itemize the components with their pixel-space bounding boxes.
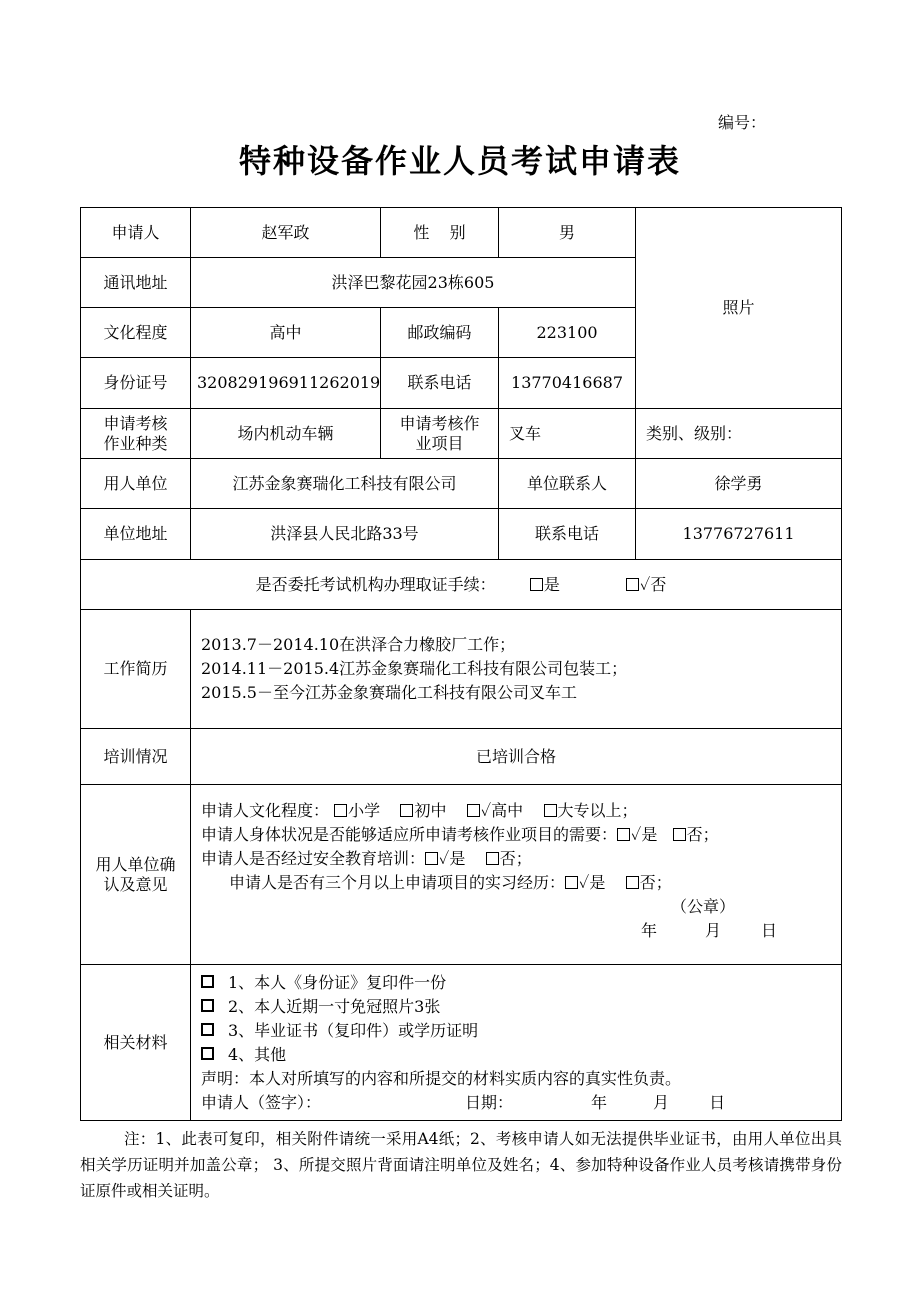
exam-category-label-line2: 作业种类 <box>103 433 168 453</box>
health-no-checkbox[interactable] <box>673 828 686 841</box>
sign-day-label: 日 <box>709 1092 726 1112</box>
safety-yes-checkbox[interactable] <box>425 852 438 865</box>
applicant-value: 赵军政 <box>191 208 381 258</box>
material-checkbox[interactable] <box>201 1047 214 1060</box>
unit-phone-label: 联系电话 <box>499 509 636 560</box>
work-history-line: 2015.5－至今江苏金象赛瑞化工科技有限公司叉车工 <box>201 683 577 702</box>
exam-item-label <box>381 409 499 459</box>
education-value: 高中 <box>191 308 381 358</box>
signature-label: 申请人（签字）： <box>201 1092 322 1112</box>
work-history-content <box>191 610 842 729</box>
entrust-yes-label: 是 <box>543 574 560 594</box>
health-check-prefix: 申请人身体状况是否能够适应所申请考核作业项目的需要： <box>201 825 618 844</box>
sign-month-label: 月 <box>653 1092 670 1112</box>
education-check-line <box>201 799 835 823</box>
exam-category-label-line1: 申请考核 <box>103 413 168 433</box>
material-item <box>201 1019 835 1043</box>
internship-yes-label: ✓是 <box>579 873 606 892</box>
unit-contact-label: 单位联系人 <box>499 459 636 509</box>
postcode-label: 邮政编码 <box>381 308 499 358</box>
entrust-yes-checkbox[interactable] <box>530 578 543 591</box>
edu-junior-label: 初中 <box>414 801 447 820</box>
form-number-label: 编号： <box>718 113 767 132</box>
material-item <box>201 971 835 995</box>
confirm-month-label: 月 <box>705 921 722 940</box>
edu-junior-checkbox[interactable] <box>400 804 413 817</box>
entrust-no-checkbox[interactable] <box>626 578 639 591</box>
health-yes-label: ✓是 <box>631 825 658 844</box>
education-label: 文化程度 <box>81 308 191 358</box>
applicant-label: 申请人 <box>81 208 191 258</box>
material-item-label: 4、其他 <box>228 1044 287 1064</box>
edu-primary-label: 小学 <box>348 801 381 820</box>
class-level-label: 类别、级别： <box>636 409 842 459</box>
gender-label: 性 别 <box>381 208 499 258</box>
unit-address-label: 单位地址 <box>81 509 191 560</box>
confirmation-label <box>81 785 191 965</box>
confirmation-label-line2: 认及意见 <box>103 874 168 894</box>
internship-check-line <box>201 871 835 895</box>
confirmation-label-line1: 用人单位确 <box>95 854 176 874</box>
work-history-line: 2014.11－2015.4江苏金象赛瑞化工科技有限公司包装工； <box>201 659 628 678</box>
internship-no-checkbox[interactable] <box>626 876 639 889</box>
gender-value: 男 <box>499 208 636 258</box>
id-number-label: 身份证号 <box>81 358 191 409</box>
education-check-prefix: 申请人文化程度： <box>201 801 330 820</box>
edu-senior-label: ✓高中 <box>480 801 524 820</box>
safety-check-prefix: 申请人是否经过安全教育培训： <box>201 849 426 868</box>
official-seal-label: （公章） <box>671 897 736 916</box>
entrust-row <box>81 560 842 610</box>
safety-no-label: 否； <box>499 849 532 868</box>
confirm-year-label: 年 <box>641 921 658 940</box>
internship-no-label: 否； <box>639 873 672 892</box>
unit-contact-value: 徐学勇 <box>636 459 842 509</box>
seal-line <box>201 895 835 919</box>
exam-item-label-line1: 申请考核作 <box>399 413 480 433</box>
work-history-label: 工作简历 <box>81 610 191 729</box>
health-no-label: 否； <box>686 825 719 844</box>
footnote: 注：1、此表可复印，相关附件请统一采用A4纸；2、考核申请人如无法提供毕业证书，由用人单位出具相关学历证明并加盖公章； 3、所提交照片背面请注明单位及姓名；4、参加特种设备作业人员考核请携带身份证原件或相关证明。 <box>80 1130 842 1200</box>
address-value: 洪泽巴黎花园23栋605 <box>191 258 636 308</box>
edu-primary-checkbox[interactable] <box>334 804 347 817</box>
edu-senior-checkbox[interactable] <box>467 804 480 817</box>
materials-label: 相关材料 <box>81 965 191 1121</box>
exam-category-label <box>81 409 191 459</box>
material-item <box>201 1043 835 1067</box>
internship-check-prefix: 申请人是否有三个月以上申请项目的实习经历： <box>229 873 566 892</box>
edu-college-label: 大专以上； <box>557 801 638 820</box>
confirmation-date-line <box>201 919 835 943</box>
exam-item-value: 叉车 <box>499 409 636 459</box>
confirmation-content <box>191 785 842 965</box>
application-table <box>80 207 842 1121</box>
employer-label: 用人单位 <box>81 459 191 509</box>
sign-year-label: 年 <box>591 1092 608 1112</box>
phone-value: 13770416687 <box>499 358 636 409</box>
health-check-line <box>201 823 835 847</box>
declaration-statement: 声明：本人对所填写的内容和所提交的材料实质内容的真实性负责。 <box>201 1068 682 1088</box>
safety-check-line <box>201 847 835 871</box>
form-title: 特种设备作业人员考试申请表 <box>238 142 681 180</box>
material-item-label: 1、本人《身份证》复印件一份 <box>228 972 447 992</box>
internship-yes-checkbox[interactable] <box>565 876 578 889</box>
safety-no-checkbox[interactable] <box>486 852 499 865</box>
id-number-value: 320829196911262019 <box>191 358 381 409</box>
entrust-question: 是否委托考试机构办理取证手续： <box>255 574 496 594</box>
unit-phone-value: 13776727611 <box>636 509 842 560</box>
exam-category-value: 场内机动车辆 <box>191 409 381 459</box>
work-history-line: 2013.7－2014.10在洪泽合力橡胶厂工作； <box>201 635 516 654</box>
safety-yes-label: ✓是 <box>439 849 466 868</box>
unit-address-value: 洪泽县人民北路33号 <box>191 509 499 560</box>
materials-content <box>191 965 842 1121</box>
exam-item-label-line2: 业项目 <box>415 433 464 453</box>
signature-line <box>201 1091 835 1115</box>
material-item <box>201 995 835 1019</box>
training-value: 已培训合格 <box>191 729 842 785</box>
edu-college-checkbox[interactable] <box>544 804 557 817</box>
date-label: 日期： <box>465 1092 514 1112</box>
material-checkbox[interactable] <box>201 975 214 988</box>
material-checkbox[interactable] <box>201 999 214 1012</box>
employer-value: 江苏金象赛瑞化工科技有限公司 <box>191 459 499 509</box>
phone-label: 联系电话 <box>381 358 499 409</box>
confirm-day-label: 日 <box>761 921 778 940</box>
training-label: 培训情况 <box>81 729 191 785</box>
address-label: 通讯地址 <box>81 258 191 308</box>
health-yes-checkbox[interactable] <box>617 828 630 841</box>
photo-box: 照片 <box>636 208 842 409</box>
material-item-label: 2、本人近期一寸免冠照片3张 <box>228 996 441 1016</box>
postcode-value: 223100 <box>499 308 636 358</box>
entrust-no-label: ✓否 <box>640 574 667 594</box>
material-item-label: 3、毕业证书（复印件）或学历证明 <box>228 1020 479 1040</box>
material-checkbox[interactable] <box>201 1023 214 1036</box>
